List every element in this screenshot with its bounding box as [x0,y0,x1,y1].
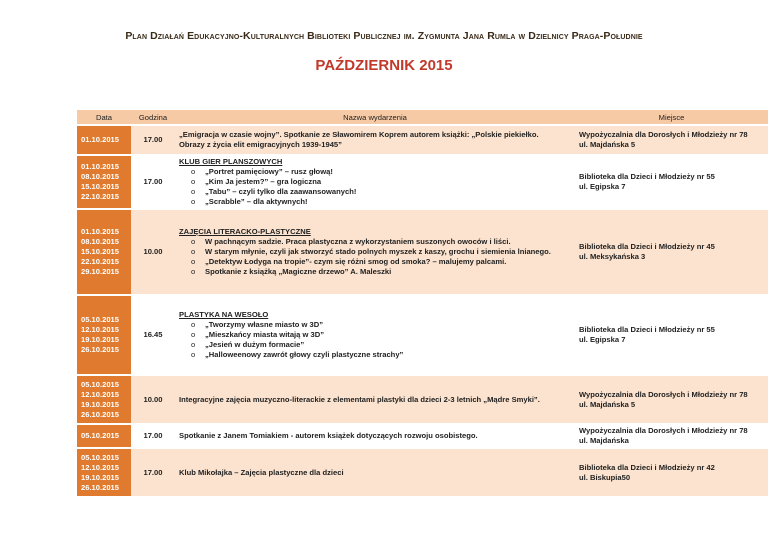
event-time: 16.45 [131,296,175,374]
event-place [575,126,768,154]
event-place [575,425,768,447]
list-item-text: „Kim Ja jestem?” – gra logiczna [205,177,322,186]
place-address: ul. Biskupia50 [579,472,631,482]
event-date: 05.10.2015 [81,431,120,440]
event-date: 12.10.2015 [81,462,120,472]
list-item [179,237,571,247]
event-date: 05.10.2015 [81,315,120,324]
event-date: 29.10.2015 [81,267,120,276]
column-header-date: Data [77,110,131,124]
event-date: 26.10.2015 [81,409,120,419]
table-row [77,126,768,154]
list-item [179,257,571,267]
table-row [77,449,768,496]
bullet-circle-icon: o [191,247,196,256]
list-item [179,187,571,197]
event-date: 01.10.2015 [81,135,120,144]
event-time: 17.00 [131,425,175,447]
event-description: Klub Mikołajka – Zajęcia plastyczne dla dzieci [179,467,344,477]
list-item-text: W pachnącym sadzie. Praca plastyczna z wykorzystaniem suszonych owoców i liści. [205,237,511,246]
list-item-text: „Tworzymy własne miasto w 3D” [205,320,324,329]
event-description: „Emigracja w czasie wojny”. Spotkanie ze Sławomirem Koprem autorem książki: „Polskie piekiełko. [179,130,539,139]
event-date: 01.10.2015 [81,227,120,236]
event-date: 22.10.2015 [81,257,120,266]
month-title: PAŹDZIERNIK 2015 [315,57,453,74]
event-name [175,449,575,496]
event-place [575,210,768,294]
list-item-text: „Portret pamięciowy” – rusz głową! [205,167,333,176]
place-address: ul. Majdańska [579,436,629,445]
list-item [179,167,571,177]
column-header-time: Godzina [131,110,175,124]
event-dates [77,156,131,208]
event-dates [77,449,131,496]
place-address: ul. Egipska 7 [579,182,626,191]
table-row [77,425,768,447]
place-name: Biblioteka dla Dzieci i Młodzieży nr 55 [579,172,715,181]
list-item [179,340,571,350]
event-description: Obrazy z życia elit emigracyjnych 1939-1945” [179,140,342,149]
bullet-circle-icon: o [191,167,196,176]
document-header: Plan Działań Edukacyjno-Kulturalnych Biblioteki Publicznej im. Zygmunta Jana Rumla w Dzielnicy Praga-Południe [125,30,643,42]
list-item-text: „Tabu” – czyli tylko dla zaawansowanych! [205,187,357,196]
event-name [175,210,575,294]
bullet-circle-icon: o [191,237,196,246]
list-item-text: „Jesień w dużym formacie” [205,340,305,349]
event-dates [77,296,131,374]
bullet-circle-icon: o [191,267,196,276]
table-row [77,210,768,294]
event-description: Spotkanie z Janem Tomiakiem - autorem książek dotyczących rozwoju osobistego. [179,431,478,440]
event-date: 26.10.2015 [81,482,120,492]
event-name [175,425,575,447]
place-name: Wypożyczalnia dla Dorosłych i Młodzieży nr 78 [579,130,748,139]
event-category-title: PLASTYKA NA WESOŁO [179,310,269,319]
bullet-circle-icon: o [191,340,196,349]
event-category-title: KLUB GIER PLANSZOWYCH [179,157,283,166]
place-address: ul. Egipska 7 [579,335,626,344]
event-place [575,296,768,374]
list-item-text: W starym młynie, czyli jak stworzyć stado polnych myszek z kaszy, grochu i siemienia lnianego. [205,247,551,256]
event-date: 12.10.2015 [81,389,120,399]
place-name: Wypożyczalnia dla Dorosłych i Młodzieży nr 78 [579,426,748,435]
event-date: 19.10.2015 [81,335,120,344]
place-name: Biblioteka dla Dzieci i Młodzieży nr 45 [579,242,715,251]
event-description: Integracyjne zajęcia muzyczno-literackie z elementami plastyki dla dzieci 2-3 letnich „Mądre Smyki”. [179,394,540,404]
table-row [77,376,768,423]
events-table [77,108,768,498]
table-header-row [77,110,768,124]
event-date: 05.10.2015 [81,379,120,389]
event-category-title: ZAJĘCIA LITERACKO-PLASTYCZNE [179,227,311,236]
event-dates [77,376,131,423]
event-time: 17.00 [131,449,175,496]
place-address: ul. Majdańska 5 [579,140,636,149]
list-item-text: „Mieszkańcy miasta witają w 3D” [205,330,325,339]
event-place [575,376,768,423]
bullet-circle-icon: o [191,187,196,196]
list-item [179,330,571,340]
event-date: 12.10.2015 [81,325,120,334]
list-item-text: Spotkanie z książką „Magiczne drzewo” A. Maleszki [205,267,392,276]
event-date: 01.10.2015 [81,162,120,171]
event-date: 05.10.2015 [81,452,120,462]
event-dates [77,126,131,154]
place-address: ul. Majdańska 5 [579,399,636,409]
event-place [575,156,768,208]
event-dates [77,210,131,294]
list-item-text: „Halloweenowy zawrót głowy czyli plastyczne strachy” [205,350,404,359]
event-date: 19.10.2015 [81,472,120,482]
event-date: 08.10.2015 [81,172,120,181]
event-date: 19.10.2015 [81,399,120,409]
event-place [575,449,768,496]
column-header-name: Nazwa wydarzenia [175,110,575,124]
bullet-circle-icon: o [191,257,196,266]
event-time: 10.00 [131,210,175,294]
place-name: Biblioteka dla Dzieci i Młodzieży nr 42 [579,462,715,472]
table-row [77,156,768,208]
list-item [179,247,571,257]
list-item-text: „Scrabble” – dla aktywnych! [205,197,308,206]
column-header-place: Miejsce [575,110,768,124]
event-date: 26.10.2015 [81,345,120,354]
bullet-circle-icon: o [191,197,196,206]
event-time: 17.00 [131,156,175,208]
event-name [175,156,575,208]
event-time: 10.00 [131,376,175,423]
event-date: 15.10.2015 [81,182,120,191]
list-item [179,267,571,277]
event-date: 22.10.2015 [81,192,120,201]
event-time: 17.00 [131,126,175,154]
bullet-circle-icon: o [191,177,196,186]
event-name [175,126,575,154]
event-name [175,376,575,423]
place-name: Wypożyczalnia dla Dorosłych i Młodzieży nr 78 [579,389,748,399]
table-row [77,296,768,374]
bullet-circle-icon: o [191,320,196,329]
event-dates [77,425,131,447]
place-name: Biblioteka dla Dzieci i Młodzieży nr 55 [579,325,715,334]
event-date: 15.10.2015 [81,247,120,256]
list-item-text: „Detektyw Łodyga na tropie”- czym się różni smog od smoka? – malujemy palcami. [205,257,507,266]
place-address: ul. Meksykańska 3 [579,252,646,261]
list-item [179,197,571,207]
list-item [179,177,571,187]
event-name [175,296,575,374]
list-item [179,350,571,360]
event-date: 08.10.2015 [81,237,120,246]
list-item [179,320,571,330]
bullet-circle-icon: o [191,350,196,359]
bullet-circle-icon: o [191,330,196,339]
